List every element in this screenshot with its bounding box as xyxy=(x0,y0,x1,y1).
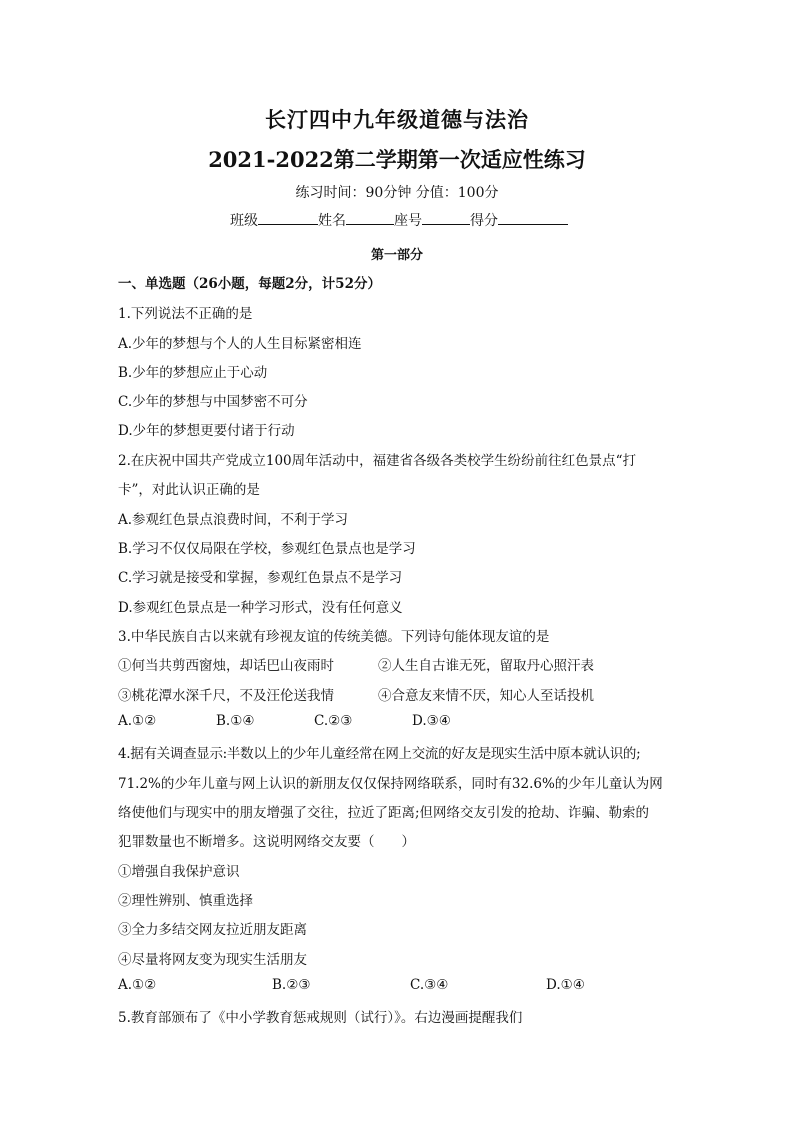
name-blank[interactable] xyxy=(346,210,394,225)
q2-option-b: B.学习不仅仅局限在学校，参观红色景点也是学习 xyxy=(118,541,416,557)
q4-option-b: B.②③ xyxy=(272,977,311,993)
q4-item-4: ④尽量将网友变为现实生活朋友 xyxy=(118,952,307,968)
seat-blank[interactable] xyxy=(422,210,470,225)
q3-option-d: D.③④ xyxy=(412,713,451,729)
q4-stem-line2: 71.2%的少年儿童与网上认识的新朋友仅仅保持网络联系，同时有32.6%的少年儿童认为网 xyxy=(118,776,663,792)
q3-item-1: ①何当共剪西窗烛，却话巴山夜雨时 xyxy=(118,658,334,674)
q4-item-2: ②理性辨别、慎重选择 xyxy=(118,893,253,909)
exam-info: 练习时间：90分钟 分值：100分 xyxy=(295,185,499,201)
q1-option-d: D.少年的梦想更要付诸于行动 xyxy=(118,423,295,439)
score-label: 得分 xyxy=(470,213,498,229)
q2-stem-line1: 2.在庆祝中国共产党成立100周年活动中，福建省各级各类校学生纷纷前往红色景点“打 xyxy=(118,453,637,469)
q1-option-b: B.少年的梦想应止于心动 xyxy=(118,365,268,381)
q1-stem: 1.下列说法不正确的是 xyxy=(118,306,253,322)
part-title: 第一部分 xyxy=(370,248,423,263)
student-info-fields xyxy=(230,210,568,230)
q3-item-3: ③桃花潭水深千尺，不及汪伦送我情 xyxy=(118,688,334,704)
section-title: 一、单选题（26小题，每题2分，计52分） xyxy=(118,276,381,292)
q4-option-c: C.③④ xyxy=(410,977,449,993)
q3-stem: 3.中华民族自古以来就有珍视友谊的传统美德。下列诗句能体现友谊的是 xyxy=(118,629,550,645)
q1-option-c: C.少年的梦想与中国梦密不可分 xyxy=(118,394,308,410)
q4-item-1: ①增强自我保护意识 xyxy=(118,864,240,880)
q2-option-a: A.参观红色景点浪费时间，不利于学习 xyxy=(118,512,349,528)
q4-option-a: A.①② xyxy=(118,977,157,993)
q3-option-c: C.②③ xyxy=(314,713,353,729)
q2-stem-line2: 卡”，对此认识正确的是 xyxy=(118,482,260,498)
q3-item-4: ④合意友来情不厌，知心人至话投机 xyxy=(378,688,594,704)
q4-stem-line3: 络使他们与现实中的朋友增强了交往，拉近了距离;但网络交友引发的抢劫、诈骗、勒索的 xyxy=(118,805,650,821)
score-blank[interactable] xyxy=(498,210,568,225)
q4-stem-line1: 4.据有关调查显示:半数以上的少年儿童经常在网上交流的好友是现实生活中原本就认识的; xyxy=(118,746,641,762)
class-blank[interactable] xyxy=(258,210,318,225)
q2-option-d: D.参观红色景点是一种学习形式，没有任何意义 xyxy=(118,600,403,616)
exam-subtitle: 2021-2022第二学期第一次适应性练习 xyxy=(208,147,586,172)
q1-option-a: A.少年的梦想与个人的人生目标紧密相连 xyxy=(118,336,362,352)
exam-title: 长汀四中九年级道德与法治 xyxy=(265,107,529,132)
q2-option-c: C.学习就是接受和掌握，参观红色景点不是学习 xyxy=(118,570,403,586)
q3-item-2: ②人生自古谁无死，留取丹心照汗表 xyxy=(378,658,594,674)
q5-stem: 5.教育部颁布了《中小学教育惩戒规则（试行）》。右边漫画提醒我们 xyxy=(118,1010,523,1026)
q4-item-3: ③全力多结交网友拉近朋友距离 xyxy=(118,922,307,938)
q4-option-d: D.①④ xyxy=(546,977,585,993)
seat-label: 座号 xyxy=(394,213,422,229)
class-label: 班级 xyxy=(230,213,258,229)
q4-stem-line4: 犯罪数量也不断增多。这说明网络交友要（ ） xyxy=(118,834,415,850)
q3-option-b: B.①④ xyxy=(216,713,255,729)
q3-option-a: A.①② xyxy=(118,713,157,729)
name-label: 姓名 xyxy=(318,213,346,229)
